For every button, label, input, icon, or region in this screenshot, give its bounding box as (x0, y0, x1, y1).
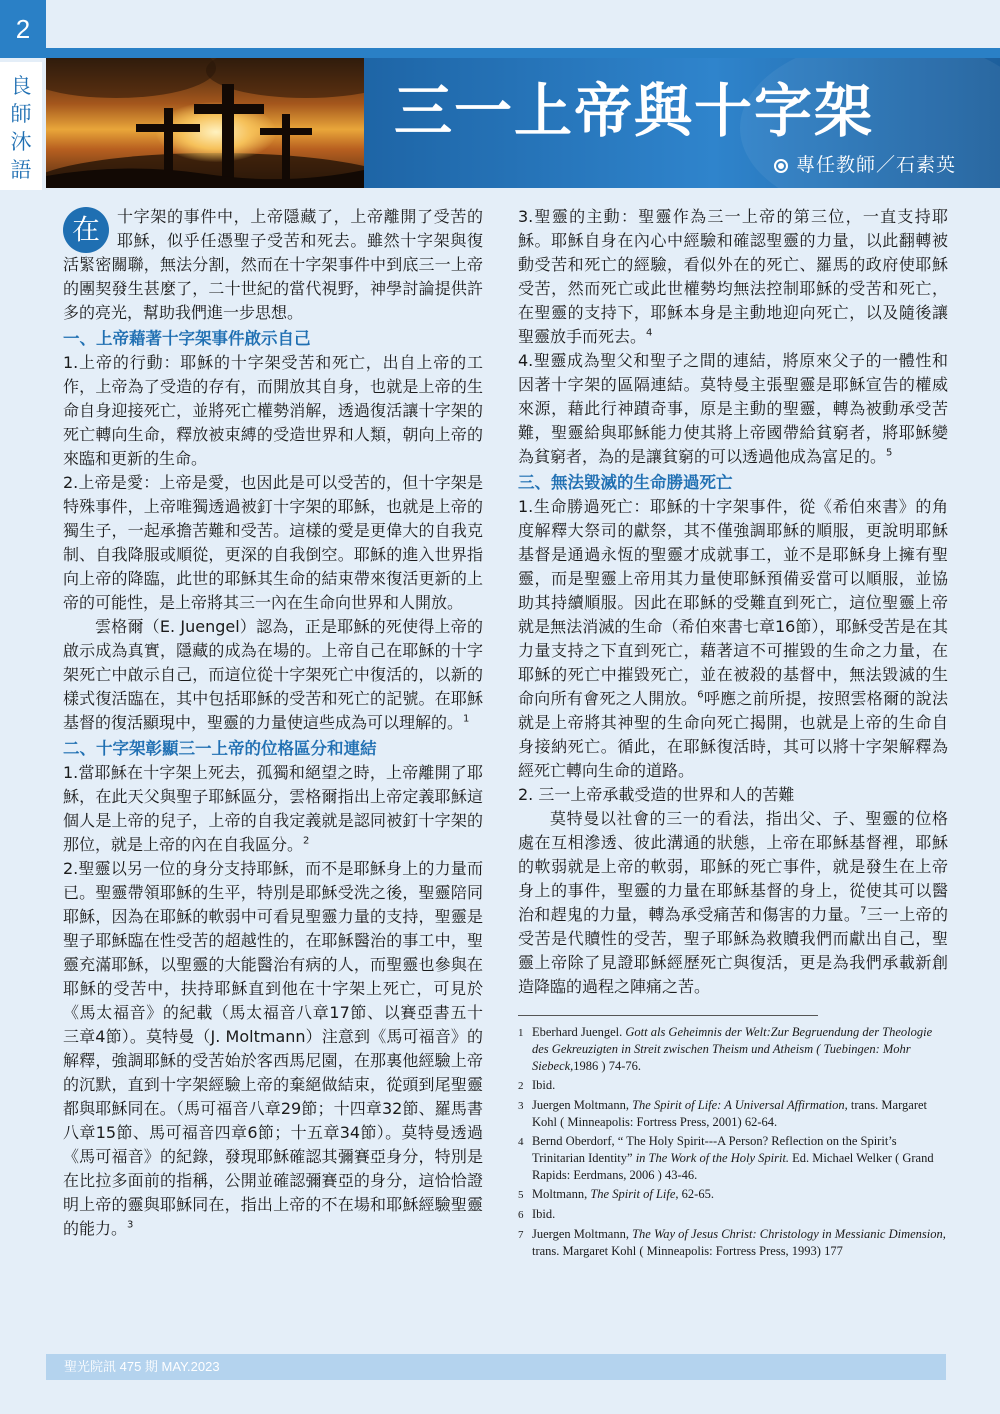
drop-cap: 在 (63, 207, 109, 253)
footer-issue-label: 聖光院訊 475 期 MAY.2023 (64, 1359, 220, 1374)
paragraph: 雲格爾（E. Juengel）認為，正是耶穌的死使得上帝的啟示成為真實，隱藏的成為在場的。上帝自己在耶穌的十字架死亡中啟示自己，而這位從十字架死亡中復活的，以新的樣式復活臨在，其中包括耶穌的受苦和死亡的記號。在耶穌基督的復活顯現中，聖靈的力量使這些成為可以理解的。$^1$ (63, 617, 483, 732)
paragraph: 2.上帝是愛：上帝是愛，也因此是可以受苦的，但十字架是特殊事件，上帝唯獨透過被釘十字架的耶穌，也就是上帝的獨生子，一起承擔苦難和受苦。這樣的愛是更偉大的自我克制、自我降服或順從，更深的自我倒空。耶穌的進入世界指向上帝的降臨，此世的耶穌其生命的結束帶來復活更新的上帝的可能性，是上帝將其三一內在生命向世界和人開放。 (63, 473, 483, 612)
footnote: 7 Juergen Moltmann, The Way of Jesus Christ: Christology in Messianic Dimension, trans. Margaret Kohl ( Minneapolis: Fortress Press, 1993) 177 (518, 1227, 946, 1258)
hero-crosses-image (46, 58, 364, 188)
intro-paragraph (63, 205, 483, 325)
section-heading-3: 三、無法毀滅的生命勝過死亡 (518, 473, 733, 492)
column-name-char: 良 (10, 74, 32, 98)
paragraph: 2. 三一上帝承載受造的世界和人的苦難 (518, 785, 795, 804)
title-panel (364, 58, 1000, 188)
paragraph: 莫特曼以社會的三一的看法，指出父、子、聖靈的位格處在互相滲透、彼此溝通的狀態，上帝在耶穌基督裡，耶穌的軟弱就是上帝的軟弱，耶穌的死亡事件，就是發生在上帝身上的事件，聖靈的力量在耶穌基督的身上，從使其可以醫治和趕鬼的力量，轉為承受痛苦和傷害的力量。$^7$三一上帝的受苦是代贖性的受苦，聖子耶穌為救贖我們而獻出自己，聖靈上帝除了見證耶穌經歷死亡與復活，更是為我們承載新創造降臨的過程之陣痛之苦。 (518, 809, 948, 996)
footnote: 3 Juergen Moltmann, The Spirit of Life: A Universal Affirmation, trans. Margaret Kohl ( Minneapolis: Fortress Press, 2001) 62-64. (518, 1098, 928, 1129)
footnote-ref: 1 (463, 713, 470, 725)
footnotes (518, 1024, 948, 1260)
footnote: 1 Eberhard Juengel. Gott als Geheimnis der Welt:Zur Begruendung der Theologie des Gekreuzigten in Streit zwischen Theism und Atheism ( Tuebingen: Mohr Siebeck,1986 ) 74-76. (518, 1025, 933, 1073)
byline-text: 專任教師／石素英 (795, 154, 956, 176)
column-name (0, 62, 42, 190)
column-name-char: 師 (10, 102, 32, 126)
byline (774, 150, 956, 177)
left-column (63, 205, 483, 1241)
intro-text: 十字架的事件中，上帝隱藏了，上帝離開了受苦的耶穌，似乎任憑聖子受苦和死去。雖然十字架與復活緊密關聯，無法分割，然而在十字架事件中到底三一上帝的團契發生甚麼了，二十世紀的當代視野，神學討論提供許多的亮光，幫助我們進一步思想。 (63, 207, 483, 322)
footnote-ref: 7 (860, 905, 867, 917)
right-column (518, 205, 948, 1262)
column-name-char: 沐 (10, 130, 32, 154)
page-number: 2 (0, 0, 46, 58)
footnote-ref: 5 (886, 447, 893, 459)
paragraph: 4.聖靈成為聖父和聖子之間的連結，將原來父子的一體性和因著十字架的區隔連結。莫特曼主張聖靈是耶穌宣告的權威來源，藉此行神蹟奇事，原是主動的聖靈，轉為被動承受苦難，聖靈給與耶穌能力使其將上帝國帶給貧窮者，將耶穌變為貧窮者，為的是讓貧窮的可以透過他成為富足的。$^5$ (518, 351, 948, 466)
section-heading-1: 一、上帝藉著十字架事件啟示自己 (63, 329, 311, 348)
paragraph: 1.當耶穌在十字架上死去，孤獨和絕望之時，上帝離開了耶穌，在此天父與聖子耶穌區分，雲格爾指出上帝定義耶穌這個人是上帝的兒子，上帝的自我定義就是認同被釘十字架的那位，就是上帝的內在自我區分。$^2$ (63, 763, 483, 854)
three-crosses-icon (46, 58, 364, 188)
paragraph: 1.生命勝過死亡：耶穌的十字架事件，從《希伯來書》的角度解釋大祭司的獻祭，其不僅強調耶穌的順服，更說明耶穌基督是通過永恆的聖靈才成就事工，並不是耶穌身上擁有聖靈，而是聖靈上帝用其力量使耶穌預備妥當可以順服，並協助其持續順服。因此在耶穌的受難直到死亡，這位聖靈上帝就是無法消滅的生命（希伯來書七章16節），耶穌受苦是在其力量支持之下直到死亡，藉著這不可摧毀的生命之力量，在耶穌的死亡中摧毀死亡，並在被殺的基督中，無法毀滅的生命向所有會死之人開放。$^6$呼應之前所提，按照雲格爾的說法就是上帝將其神聖的生命向死亡揭開，也就是上帝的生命自身接納死亡。循此，在耶穌復活時，其可以將十字架解釋為經死亡轉向生命的道路。 (518, 497, 948, 780)
footnote: 4 Bernd Oberdorf, “ The Holy Spirit---A Person? Reflection on the Spirit’s Trinitarian Identity” in The Work of the Holy Spirit. Ed. Michael Welker ( Grand Rapids: Eerdmans, 2006 ) 43-46. (518, 1134, 934, 1182)
footnote-divider (518, 1015, 818, 1016)
section-heading-2: 二、十字架彰顯三一上帝的位格區分和連結 (63, 739, 377, 758)
footnote-ref: 2 (303, 835, 310, 847)
paragraph: 1.上帝的行動：耶穌的十字架受苦和死亡，出自上帝的工作，上帝為了受造的存有，而開放其自身，也就是上帝的生命自身迎接死亡，並將死亡權勢消解，透過復活讓十字架的死亡轉向生命，釋放被束縛的受造世界和人類，朝向上帝的來臨和更新的生命。 (63, 353, 483, 468)
circle-dot-icon (774, 159, 788, 173)
footnote: 6 Ibid. (518, 1207, 556, 1221)
footnote: 2 Ibid. (518, 1078, 556, 1092)
column-name-char: 語 (10, 158, 32, 182)
footnote-ref: 6 (697, 689, 704, 701)
footnote-ref: 4 (646, 327, 653, 339)
paragraph: 2.聖靈以另一位的身分支持耶穌，而不是耶穌身上的力量而已。聖靈帶領耶穌的生平，特別是耶穌受洗之後，聖靈陪同耶穌，因為在耶穌的軟弱中可看見聖靈力量的支持，聖靈是聖子耶穌臨在性受苦的超越性的，在耶穌醫治的事工中，聖靈充滿耶穌，以聖靈的大能醫治有病的人，而聖靈也參與在耶穌的受苦中，扶持耶穌直到他在十字架上死亡，可見於《馬太福音》的紀載（馬太福音八章17節、以賽亞書五十三章4節）。莫特曼（J. Moltmann）注意到《馬可福音》的解釋，強調耶穌的受苦始於客西馬尼園，在那裏他經驗上帝的沉默，直到十字架經驗上帝的棄絕做結束，從頭到尾聖靈都與耶穌同在。（馬可福音八章29節；十四章32節、羅馬書八章15節、馬可福音四章6節；十五章34節）。莫特曼透過《馬可福音》的紀錄，發現耶穌確認其彌賽亞身分，特別是在比拉多面前的指稱，公開並確認彌賽亞的身分，這恰恰證明上帝的靈與耶穌同在，指出上帝的不在場和耶穌經驗聖靈的能力。$^3$ (63, 859, 483, 1238)
header-band (0, 48, 1000, 58)
paragraph: 3.聖靈的主動：聖靈作為三一上帝的第三位，一直支持耶穌。耶穌自身在內心中經驗和確認聖靈的力量，以此翻轉被動受苦和死亡的經驗，看似外在的死亡、羅馬的政府使耶穌受苦，然而死亡或此世權勢均無法控制耶穌的受苦和死亡，在聖靈的支持下，耶穌本身是主動地迎向死亡，以及隨後讓聖靈放手而死去。$^4$ (518, 207, 948, 346)
footnote-ref: 3 (127, 1219, 134, 1231)
article-title: 三一上帝與十字架 (394, 77, 875, 145)
footer-bar (46, 1354, 946, 1380)
footnote: 5 Moltmann, The Spirit of Life, 62-65. (518, 1187, 714, 1201)
